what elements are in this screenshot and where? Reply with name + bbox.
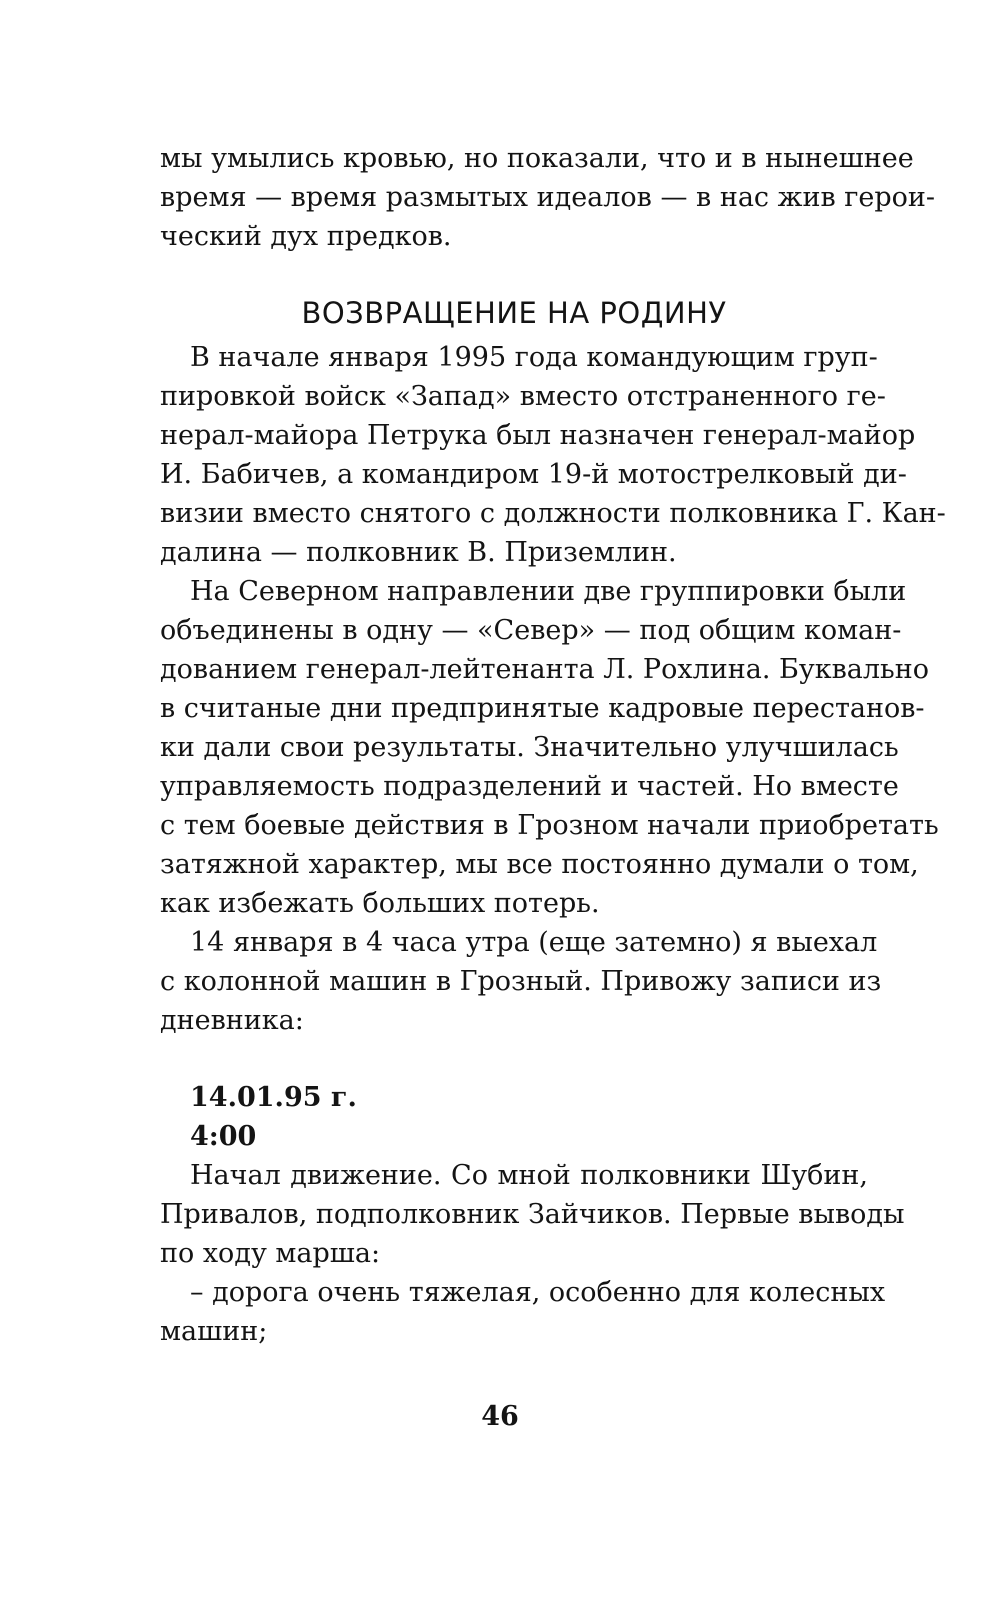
text-line: с тем боевые действия в Грозном начали приобретать (160, 810, 939, 841)
diary-entry (160, 1078, 905, 1351)
text-line: визии вместо снятого с должности полковника Г. Кан- (160, 498, 946, 529)
text-line: В начале января 1995 года командующим груп- (190, 342, 878, 373)
text-line: И. Бабичев, а командиром 19-й мотострелковый ди- (160, 459, 907, 490)
paragraph (160, 338, 946, 572)
diary-date: 14.01.95 г. (190, 1082, 357, 1113)
list-item-line: – дорога очень тяжелая, особенно для колесных (190, 1277, 886, 1308)
text-line: дневника: (160, 1005, 304, 1036)
text-line: Привалов, подполковник Зайчиков. Первые выводы (160, 1199, 905, 1230)
intro-paragraph (160, 139, 936, 256)
text-line: 14 января в 4 часа утра (еще затемно) я выехал (190, 927, 878, 958)
text-line: На Северном направлении две группировки были (190, 576, 907, 607)
text-line: дованием генерал-лейтенанта Л. Рохлина. Буквально (160, 654, 929, 685)
page-number: 46 (481, 1401, 519, 1432)
text-line: далина — полковник В. Приземлин. (160, 537, 677, 568)
text-line: нерал-майора Петрука был назначен генерал-майор (160, 420, 916, 451)
text-line: ки дали свои результаты. Значительно улучшилась (160, 732, 899, 763)
text-line: ческий дух предков. (160, 221, 452, 252)
text-line: как избежать больших потерь. (160, 888, 600, 919)
paragraph (160, 923, 882, 1040)
paragraph (160, 572, 939, 923)
diary-time: 4:00 (190, 1121, 257, 1152)
text-line: время — время размытых идеалов — в нас жив герои- (160, 182, 936, 213)
text-line: Начал движение. Со мной полковники Шубин, (190, 1160, 868, 1191)
list-item-line: машин; (160, 1316, 268, 1347)
text-line: пировкой войск «Запад» вместо отстраненного ге- (160, 381, 886, 412)
text-line: в считаные дни предпринятые кадровые перестанов- (160, 693, 925, 724)
section-title: ВОЗВРАЩЕНИЕ НА РОДИНУ (301, 296, 727, 330)
text-line: мы умылись кровью, но показали, что и в нынешнее (160, 143, 914, 174)
text-line: объединены в одну — «Север» — под общим коман- (160, 615, 902, 646)
text-column (160, 139, 946, 1351)
text-line: с колонной машин в Грозный. Привожу записи из (160, 966, 882, 997)
text-line: затяжной характер, мы все постоянно думали о том, (160, 849, 919, 880)
text-line: управляемость подразделений и частей. Но вместе (160, 771, 899, 802)
text-line: по ходу марша: (160, 1238, 381, 1269)
